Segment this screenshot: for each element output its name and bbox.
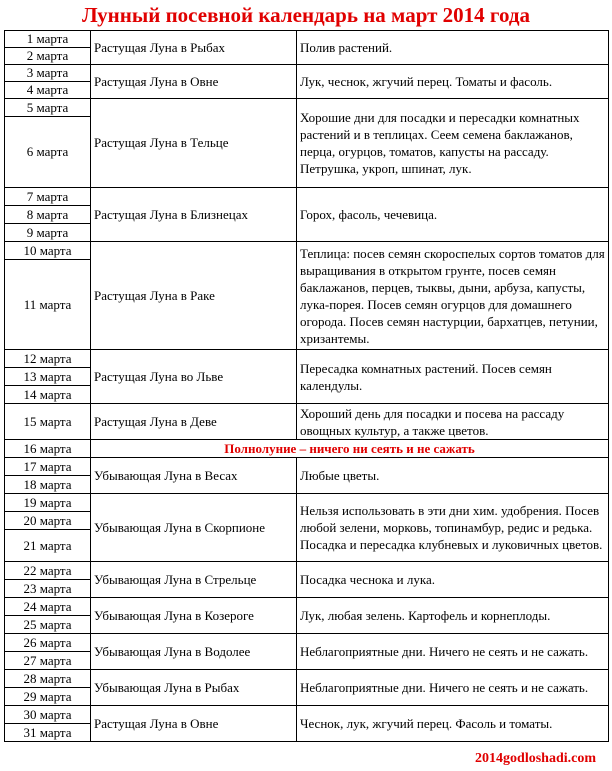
date-cell: 29 марта — [5, 688, 91, 706]
date-cell: 20 марта — [5, 512, 91, 530]
date-cell: 22 марта — [5, 562, 91, 580]
calendar-row — [5, 31, 609, 48]
recommendation-cell: Нельзя использовать в эти дни хим. удобрения. Посев любой зелени, морковь, топинамбур, редис и редька. Посадка и пересадка клубневых и луковичных цветов. — [297, 494, 609, 562]
date-cell: 3 марта — [5, 65, 91, 82]
date-cell: 15 марта — [5, 404, 91, 440]
moon-phase-cell: Растущая Луна в Рыбах — [91, 31, 297, 65]
moon-phase-cell: Убывающая Луна в Козероге — [91, 598, 297, 634]
date-cell: 6 марта — [5, 117, 91, 188]
calendar-row — [5, 65, 609, 82]
calendar-row — [5, 242, 609, 260]
moon-phase-cell: Растущая Луна в Овне — [91, 65, 297, 99]
date-cell: 25 марта — [5, 616, 91, 634]
recommendation-cell: Неблагоприятные дни. Ничего не сеять и не сажать. — [297, 670, 609, 706]
recommendation-cell: Посадка чеснока и лука. — [297, 562, 609, 598]
date-cell: 4 марта — [5, 82, 91, 99]
moon-phase-cell: Убывающая Луна в Скорпионе — [91, 494, 297, 562]
date-cell: 1 марта — [5, 31, 91, 48]
date-cell: 19 марта — [5, 494, 91, 512]
recommendation-cell: Полив растений. — [297, 31, 609, 65]
moon-phase-cell: Убывающая Луна в Водолее — [91, 634, 297, 670]
page-title: Лунный посевной календарь на март 2014 года — [82, 3, 530, 27]
date-cell: 16 марта — [5, 440, 91, 458]
calendar-row — [5, 350, 609, 368]
recommendation-cell: Неблагоприятные дни. Ничего не сеять и не сажать. — [297, 634, 609, 670]
date-cell: 31 марта — [5, 724, 91, 742]
moon-phase-cell: Растущая Луна в Овне — [91, 706, 297, 742]
recommendation-cell: Лук, чеснок, жгучий перец. Томаты и фасоль. — [297, 65, 609, 99]
date-cell: 11 марта — [5, 260, 91, 350]
calendar-row — [5, 598, 609, 616]
date-cell: 18 марта — [5, 476, 91, 494]
date-cell: 5 марта — [5, 99, 91, 117]
calendar-row — [5, 634, 609, 652]
recommendation-cell: Хороший день для посадки и посева на рассаду овощных культур, а также цветов. — [297, 404, 609, 440]
moon-phase-cell: Растущая Луна в Раке — [91, 242, 297, 350]
recommendation-cell: Пересадка комнатных растений. Посев семян календулы. — [297, 350, 609, 404]
date-cell: 9 марта — [5, 224, 91, 242]
moon-phase-cell: Растущая Луна в Близнецах — [91, 188, 297, 242]
recommendation-cell: Хорошие дни для посадки и пересадки комнатных растений и в теплицах. Сеем семена баклажанов, перца, огурцов, томатов, капусты на рассаду. Петрушка, укроп, шпинат, лук. — [297, 99, 609, 188]
calendar-row — [5, 706, 609, 724]
date-cell: 26 марта — [5, 634, 91, 652]
date-cell: 2 марта — [5, 48, 91, 65]
date-cell: 23 марта — [5, 580, 91, 598]
date-cell: 27 марта — [5, 652, 91, 670]
date-cell: 14 марта — [5, 386, 91, 404]
date-cell: 12 марта — [5, 350, 91, 368]
full-moon-notice: Полнолуние – ничего ни сеять и не сажать — [91, 440, 609, 458]
recommendation-cell: Любые цветы. — [297, 458, 609, 494]
calendar-row — [5, 670, 609, 688]
calendar-row — [5, 458, 609, 476]
date-cell: 13 марта — [5, 368, 91, 386]
date-cell: 30 марта — [5, 706, 91, 724]
date-cell: 28 марта — [5, 670, 91, 688]
site-watermark: 2014godloshadi.com — [475, 751, 596, 766]
moon-phase-cell: Растущая Луна в Тельце — [91, 99, 297, 188]
date-cell: 7 марта — [5, 188, 91, 206]
recommendation-cell: Чеснок, лук, жгучий перец. Фасоль и томаты. — [297, 706, 609, 742]
calendar-row — [5, 404, 609, 440]
date-cell: 17 марта — [5, 458, 91, 476]
recommendation-cell: Горох, фасоль, чечевица. — [297, 188, 609, 242]
calendar-row — [5, 494, 609, 512]
date-cell: 21 марта — [5, 530, 91, 562]
date-cell: 10 марта — [5, 242, 91, 260]
calendar-row — [5, 440, 609, 458]
calendar-row — [5, 562, 609, 580]
moon-phase-cell: Убывающая Луна в Стрельце — [91, 562, 297, 598]
moon-phase-cell: Растущая Луна в Деве — [91, 404, 297, 440]
recommendation-cell: Лук, любая зелень. Картофель и корнеплоды. — [297, 598, 609, 634]
lunar-calendar-table — [4, 30, 609, 742]
calendar-row — [5, 99, 609, 117]
recommendation-cell: Теплица: посев семян скороспелых сортов томатов для выращивания в открытом грунте, посев семян баклажанов, перцев, тыквы, дыни, арбуза, капусты, лука-порея. Посев семян огурцов для домашнего огорода. Посев семян настурции, бархатцев, петунии, хризантемы. — [297, 242, 609, 350]
date-cell: 8 марта — [5, 206, 91, 224]
moon-phase-cell: Убывающая Луна в Рыбах — [91, 670, 297, 706]
calendar-row — [5, 188, 609, 206]
moon-phase-cell: Убывающая Луна в Весах — [91, 458, 297, 494]
date-cell: 24 марта — [5, 598, 91, 616]
moon-phase-cell: Растущая Луна во Льве — [91, 350, 297, 404]
